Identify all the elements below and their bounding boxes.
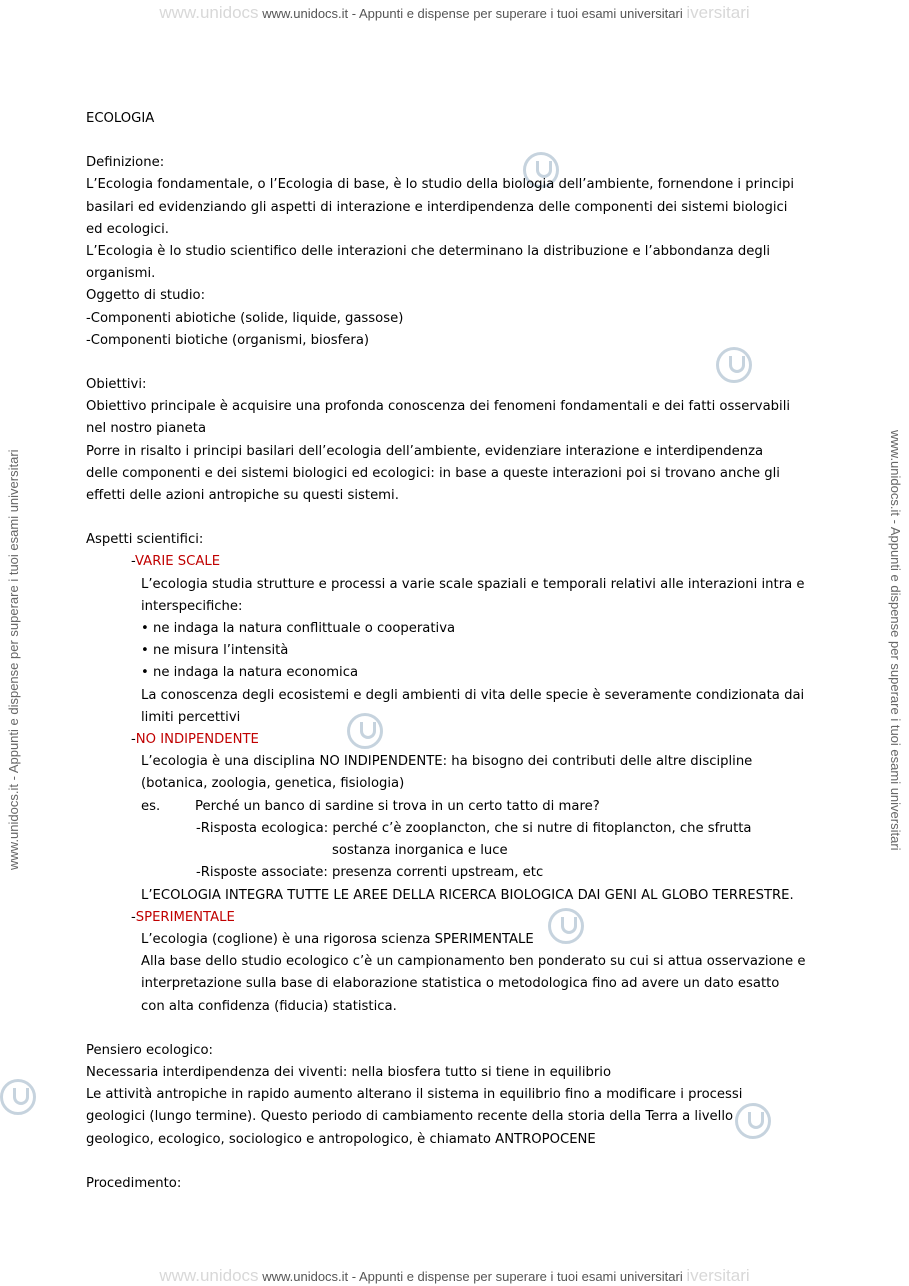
text-line: Alla base dello studio ecologico c’è un campionamento ben ponderato su cui si attua osservazione e [141, 954, 806, 970]
subsection-label-no-indipendente: -NO INDIPENDENTE [131, 732, 259, 748]
text-line: interpretazione sulla base di elaborazione statistica o metodologica fino ad avere un dato esatto [141, 976, 780, 992]
watermark-left: www.unidocs.it - Appunti e dispense per superare i tuoi esami universitari [6, 449, 21, 870]
text-line: effetti delle azioni antropiche su questi sistemi. [86, 488, 399, 504]
bullet-item: • ne indaga la natura conflittuale o cooperativa [141, 621, 456, 637]
text-line: L’ecologia studia strutture e processi a varie scale spaziali e temporali relativi alle interazioni intra e [141, 576, 805, 592]
text-line: geologici (lungo termine). Questo periodo di cambiamento recente della storia della Terra a livello [86, 1109, 734, 1125]
answer-line: -Risposta ecologica: perché c’è zooplancton, che si nutre di fitoplancton, che sfrutta [196, 820, 752, 836]
unidocs-logo-icon [0, 1079, 36, 1115]
text-line: limiti percettivi [141, 709, 241, 725]
text-line: L’ecologia è una disciplina NO INDIPENDENTE: ha bisogno dei contributi delle altre discipline [141, 754, 753, 770]
section-definizione [86, 152, 846, 352]
document-body [86, 108, 846, 1195]
conclusion-line: L’ECOLOGIA INTEGRA TUTTE LE AREE DELLA RICERCA BIOLOGICA DAI GENI AL GLOBO TERRESTRE. [141, 887, 794, 903]
section-aspetti-scientifici [86, 529, 846, 1017]
watermark-top: www.unidocs www.unidocs.it - Appunti e dispense per superare i tuoi esami universitari iversitari [159, 3, 750, 22]
document-title: ECOLOGIA [86, 111, 155, 126]
text-line: L’Ecologia è lo studio scientifico delle interazioni che determinano la distribuzione e l’abbondanza degli [86, 244, 771, 260]
example-tag: es. [141, 798, 161, 814]
text-line: organismi. [86, 266, 156, 282]
subsection-label-sperimentale: -SPERIMENTALE [131, 909, 235, 925]
text-line: L’Ecologia fondamentale, o l’Ecologia di base, è lo studio della biologia dell’ambiente, fornendone i principi [86, 177, 795, 193]
watermark-right: www.unidocs.it - Appunti e dispense per superare i tuoi esami universitari [888, 430, 903, 851]
list-item: -Componenti biotiche (organismi, biosfera) [86, 332, 370, 348]
text-line: interspecifiche: [141, 598, 243, 614]
section-heading: Aspetti scientifici: [86, 532, 204, 548]
section-obiettivi [86, 374, 846, 507]
text-line: Necessaria interdipendenza dei viventi: nella biosfera tutto si tiene in equilibrio [86, 1064, 612, 1080]
text-line: La conoscenza degli ecosistemi e degli ambienti di vita delle specie è severamente condizionata dai [141, 687, 805, 703]
section-procedimento [86, 1173, 846, 1195]
bullet-item: • ne misura l’intensità [141, 643, 289, 659]
text-line: basilari ed evidenziando gli aspetti di interazione e interdipendenza delle componenti dei sistemi biologici [86, 199, 788, 215]
section-pensiero-ecologico [86, 1040, 846, 1151]
answer-line-continued: sostanza inorganica e luce [332, 843, 508, 859]
list-item: -Componenti abiotiche (solide, liquide, gassose) [86, 310, 404, 326]
answer-line: -Risposte associate: presenza correnti upstream, etc [196, 865, 544, 881]
text-line: nel nostro pianeta [86, 421, 207, 437]
text-line: geologico, ecologico, sociologico e antropologico, è chiamato ANTROPOCENE [86, 1131, 596, 1147]
example-question: Perché un banco di sardine si trova in un certo tatto di mare? [195, 798, 600, 814]
text-line: con alta confidenza (fiducia) statistica. [141, 998, 397, 1014]
text-line: L’ecologia (coglione) è una rigorosa scienza SPERIMENTALE [141, 931, 534, 947]
text-line: ed ecologici. [86, 221, 169, 237]
example-line [86, 796, 846, 818]
watermark-bottom: www.unidocs www.unidocs.it - Appunti e dispense per superare i tuoi esami universitari iversitari [159, 1266, 750, 1285]
text-line: delle componenti e dei sistemi biologici ed ecologici: in base a queste interazioni poi si trovano anche gli [86, 465, 780, 481]
bullet-item: • ne indaga la natura economica [141, 665, 359, 681]
section-heading: Obiettivi: [86, 377, 147, 393]
text-line: Obiettivo principale è acquisire una profonda conoscenza dei fenomeni fondamentali e dei fatti osservabili [86, 399, 791, 415]
subsection-label-varie-scale: -VARIE SCALE [131, 554, 221, 570]
text-line: Le attività antropiche in rapido aumento alterano il sistema in equilibrio fino a modificare i processi [86, 1087, 743, 1103]
section-heading: Procedimento: [86, 1175, 182, 1191]
text-line: Porre in risalto i principi basilari dell’ecologia dell’ambiente, evidenziare interazione e interdipendenza [86, 443, 764, 459]
section-heading: Pensiero ecologico: [86, 1042, 213, 1058]
text-line: Oggetto di studio: [86, 288, 206, 304]
section-heading: Definizione: [86, 155, 165, 171]
text-line: (botanica, zoologia, genetica, fisiologia) [141, 776, 405, 792]
